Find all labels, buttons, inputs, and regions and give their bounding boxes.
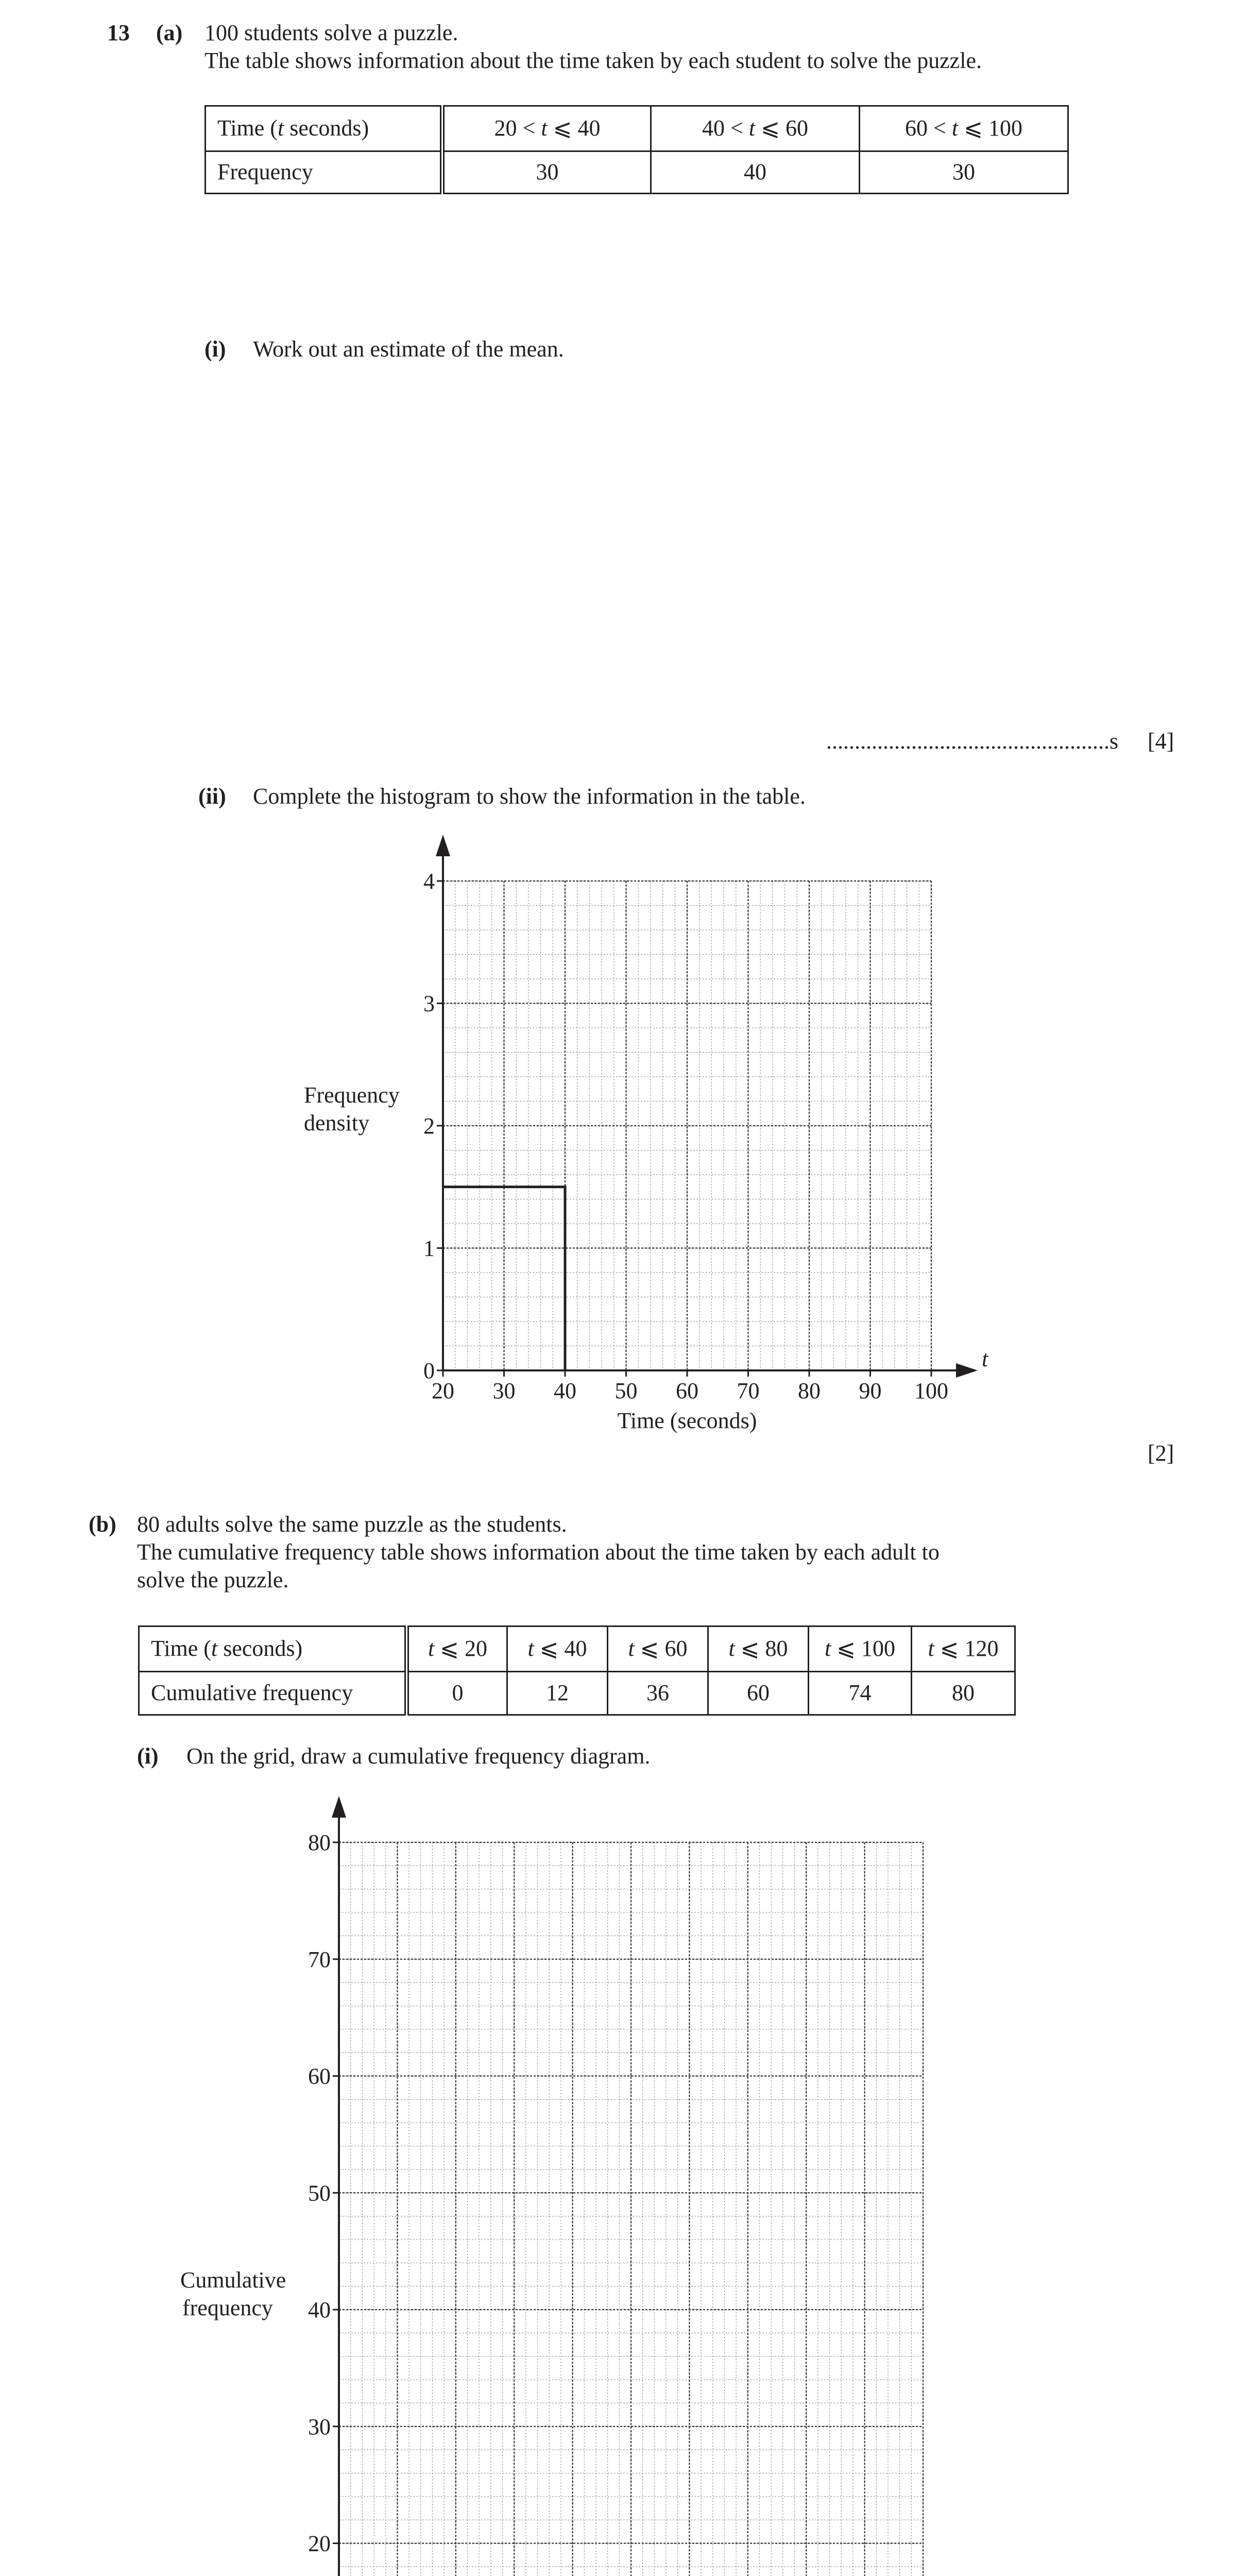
y-axis-title-line2: frequency [182, 2295, 273, 2320]
y-tick-label: 0 [423, 1358, 435, 1383]
part-b-intro-line3: solve the puzzle. [137, 1567, 289, 1592]
part-a-i-label: (i) [204, 336, 226, 362]
cumulative-frequency-table [138, 1625, 1016, 1716]
y-tick-label: 2 [423, 1113, 435, 1139]
table-header-cumulative-frequency: Cumulative frequency [139, 1672, 407, 1715]
y-tick-label: 80 [308, 1830, 331, 1855]
table-header-frequency: Frequency [206, 151, 442, 194]
y-tick-label: 30 [308, 2414, 331, 2439]
part-b-label: (b) [89, 1512, 116, 1537]
y-tick-label: 3 [423, 991, 435, 1016]
table-cell-cum-freq: 12 [507, 1672, 608, 1715]
table-header-time: Time (t seconds) [206, 106, 442, 151]
table-cell-cum-freq: 60 [708, 1672, 809, 1715]
x-axis-variable: t [982, 1346, 988, 1371]
table-cell-cum-freq: 80 [912, 1672, 1015, 1715]
table-cell-class: 60 < t ⩽ 100 [860, 106, 1068, 151]
mean-answer-line[interactable]: ..................................................s [826, 728, 1119, 754]
y-axis-arrow [436, 835, 450, 856]
table-cell-class: 40 < t ⩽ 60 [651, 106, 860, 151]
table-cell-bound: t ⩽ 60 [608, 1626, 708, 1672]
x-tick-label: 40 [554, 1378, 576, 1403]
frequency-table [204, 105, 1069, 194]
y-tick-label: 4 [423, 869, 435, 894]
y-tick-label: 1 [423, 1235, 435, 1261]
x-tick-label: 60 [676, 1378, 698, 1403]
table-row [139, 1626, 1015, 1672]
part-a-ii-label: (ii) [198, 784, 226, 809]
table-cell-bound: t ⩽ 120 [912, 1626, 1015, 1672]
x-tick-label: 20 [432, 1378, 454, 1403]
x-tick-label: 70 [737, 1378, 760, 1403]
y-tick-label: 20 [308, 2531, 331, 2556]
table-row [206, 106, 1068, 151]
table-cell-cum-freq: 36 [608, 1672, 708, 1715]
table-cell-cum-freq: 74 [809, 1672, 912, 1715]
x-axis-arrow [956, 1363, 978, 1378]
part-b-intro-line2: The cumulative frequency table shows information about the time taken by each adult to [137, 1539, 940, 1565]
x-axis-title: Time (seconds) [617, 1408, 757, 1433]
table-cell-frequency: 30 [860, 151, 1068, 194]
part-a-ii-text: Complete the histogram to show the information in the table. [253, 784, 806, 809]
marks-a-ii: [2] [1148, 1440, 1174, 1466]
table-cell-frequency: 40 [651, 151, 860, 194]
table-row [139, 1672, 1015, 1715]
x-tick-label: 30 [492, 1378, 516, 1403]
x-tick-label: 80 [798, 1378, 821, 1403]
part-a-intro-line1: 100 students solve a puzzle. [204, 20, 458, 45]
part-b-i-label: (i) [137, 1743, 159, 1769]
part-a-label: (a) [156, 20, 183, 45]
histogram-chart[interactable] [278, 824, 1020, 1443]
y-axis-title-line2: density [304, 1110, 370, 1136]
x-tick-label: 50 [615, 1378, 638, 1403]
y-tick-label: 50 [308, 2180, 331, 2206]
y-tick-label: 40 [308, 2297, 331, 2323]
marks-a-i: [4] [1148, 728, 1174, 754]
table-cell-bound: t ⩽ 20 [407, 1626, 507, 1672]
y-axis-title-line1: Cumulative [180, 2267, 286, 2293]
table-cell-bound: t ⩽ 100 [809, 1626, 912, 1672]
part-b-i-text: On the grid, draw a cumulative frequency diagram. [186, 1743, 651, 1769]
x-tick-label: 100 [914, 1378, 948, 1403]
table-cell-cum-freq: 0 [407, 1672, 507, 1715]
table-cell-frequency: 30 [442, 151, 651, 194]
y-axis-arrow [332, 1796, 346, 1818]
table-header-time: Time (t seconds) [139, 1626, 407, 1672]
part-a-i-text: Work out an estimate of the mean. [253, 336, 564, 362]
table-cell-class: 20 < t ⩽ 40 [442, 106, 651, 151]
part-a-intro-line2: The table shows information about the time taken by each student to solve the puzzle. [204, 48, 982, 73]
table-cell-bound: t ⩽ 80 [708, 1626, 809, 1672]
part-b-intro-line1: 80 adults solve the same puzzle as the students. [137, 1512, 567, 1537]
y-tick-label: 70 [308, 1946, 331, 1972]
x-tick-label: 90 [859, 1378, 882, 1403]
y-tick-label: 60 [308, 2063, 331, 2089]
table-cell-bound: t ⩽ 40 [507, 1626, 608, 1672]
table-row [206, 151, 1068, 194]
y-axis-title-line1: Frequency [304, 1082, 400, 1108]
question-number: 13 [107, 20, 130, 45]
cumulative-frequency-chart[interactable] [155, 1788, 1020, 2576]
